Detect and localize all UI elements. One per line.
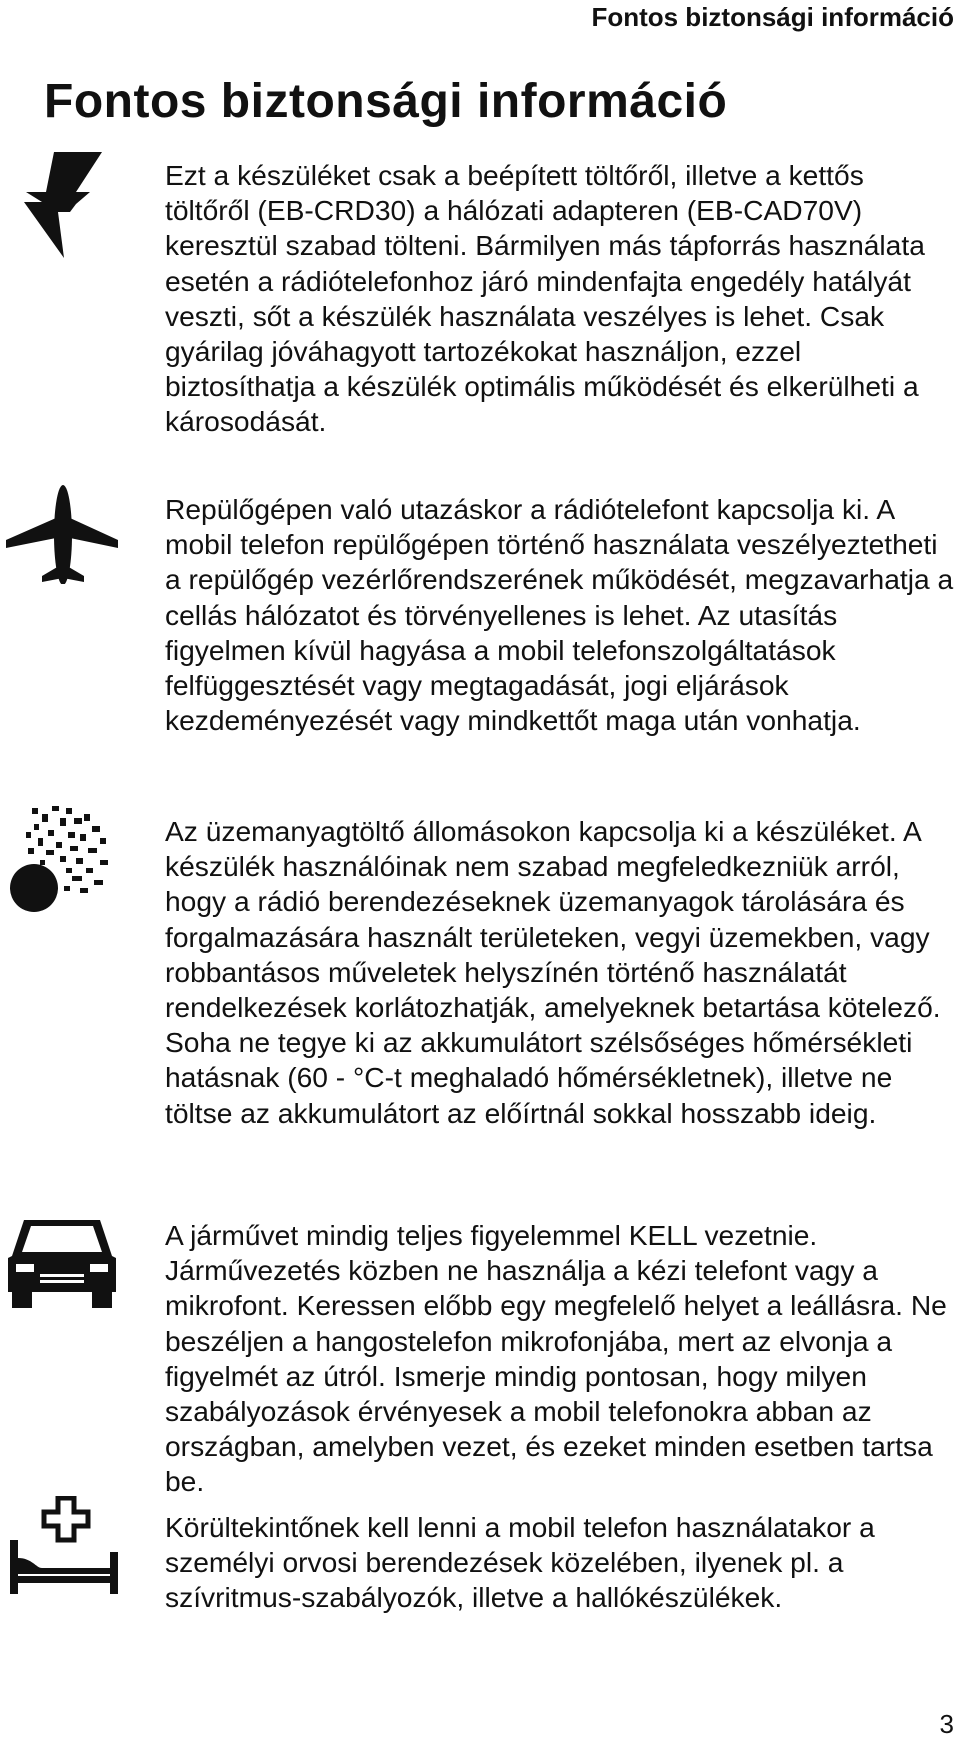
- page-title: Fontos biztonsági információ: [44, 75, 728, 128]
- section-text: A járművet mindig teljes figyelemmel KELL vezetnie. Járművezetés közben ne használja a kézi telefont vagy a mikrofont. Keressen előbb egy megfelelő helyet a leállásra. Ne beszéljen a hangostelefon mikrofonjába, mert az elvonja a figyelmét az útról. Ismerje mindig pontosan, hogy milyen szabályozások érvényesek a mobil telefonokra abban az országban, amelyben vezet, és ezeket minden esetben tartsa be.: [165, 1219, 947, 1498]
- section-text: Az üzemanyagtöltő állomásokon kapcsolja ki a készüléket. A készülék használóinak nem szabad megfeledkezniük arról, hogy a rádió berendezéseknek üzemanyagok tárolására és forgalmazására használt területeken, vegyi üzemekben, vagy robbantásos műveletek helyszínén történő használatát rendelkezések korlátozhatják, amelyeknek betartása kötelező. Soha ne tegye ki az akkumulátort szélsőséges hőmérsékleti hatásnak (60 - °C-t meghaladó hőmérsékletnek), illetve ne töltse az akkumulátort az előírtnál sokkal hosszabb ideig.: [165, 815, 941, 1129]
- section-text: Körültekintőnek kell lenni a mobil telefon használatakor a személyi orvosi berendezések közelében, ilyenek pl. a szívritmus-szabályozók, illetve a hallókészülékek.: [165, 1511, 875, 1614]
- car-icon: [4, 1216, 120, 1317]
- airplane-icon: [6, 480, 118, 589]
- hospital-bed-icon: [8, 1496, 120, 1601]
- running-header: Fontos biztonsági információ: [591, 2, 954, 32]
- page-number: 3: [939, 1709, 954, 1739]
- lightning-bolt-icon: [24, 152, 104, 263]
- section-text: Ezt a készüléket csak a beépített töltőről, illetve a kettős töltőről (EB-CRD30) a hálózati adapteren (EB-CAD70V) keresztül szabad tölteni. Bármilyen más tápforrás használata esetén a rádiótelefonhoz járó mindenfajta engedély hatályát veszti, sőt a készülék használata veszélyes is lehet. Csak gyárilag jóváhagyott tartozékokat használjon, ezzel biztosíthatja a készülék optimális működését és elkerülheti a károsodását.: [165, 159, 925, 438]
- section-text: Repülőgépen való utazáskor a rádiótelefont kapcsolja ki. A mobil telefon repülőgépen történő használata veszélyeztetheti a repülőgép vezérlőrendszerének működését, megzavarhatja a cellás hálózatot és törvényellenes is lehet. Az utasítás figyelmen kívül hagyása a mobil telefonszolgáltatások felfüggesztését vagy megtagadását, jogi eljárások kezdeményezését vagy mindkettőt maga után vonhatja.: [165, 493, 954, 737]
- explosion-icon: [8, 804, 116, 919]
